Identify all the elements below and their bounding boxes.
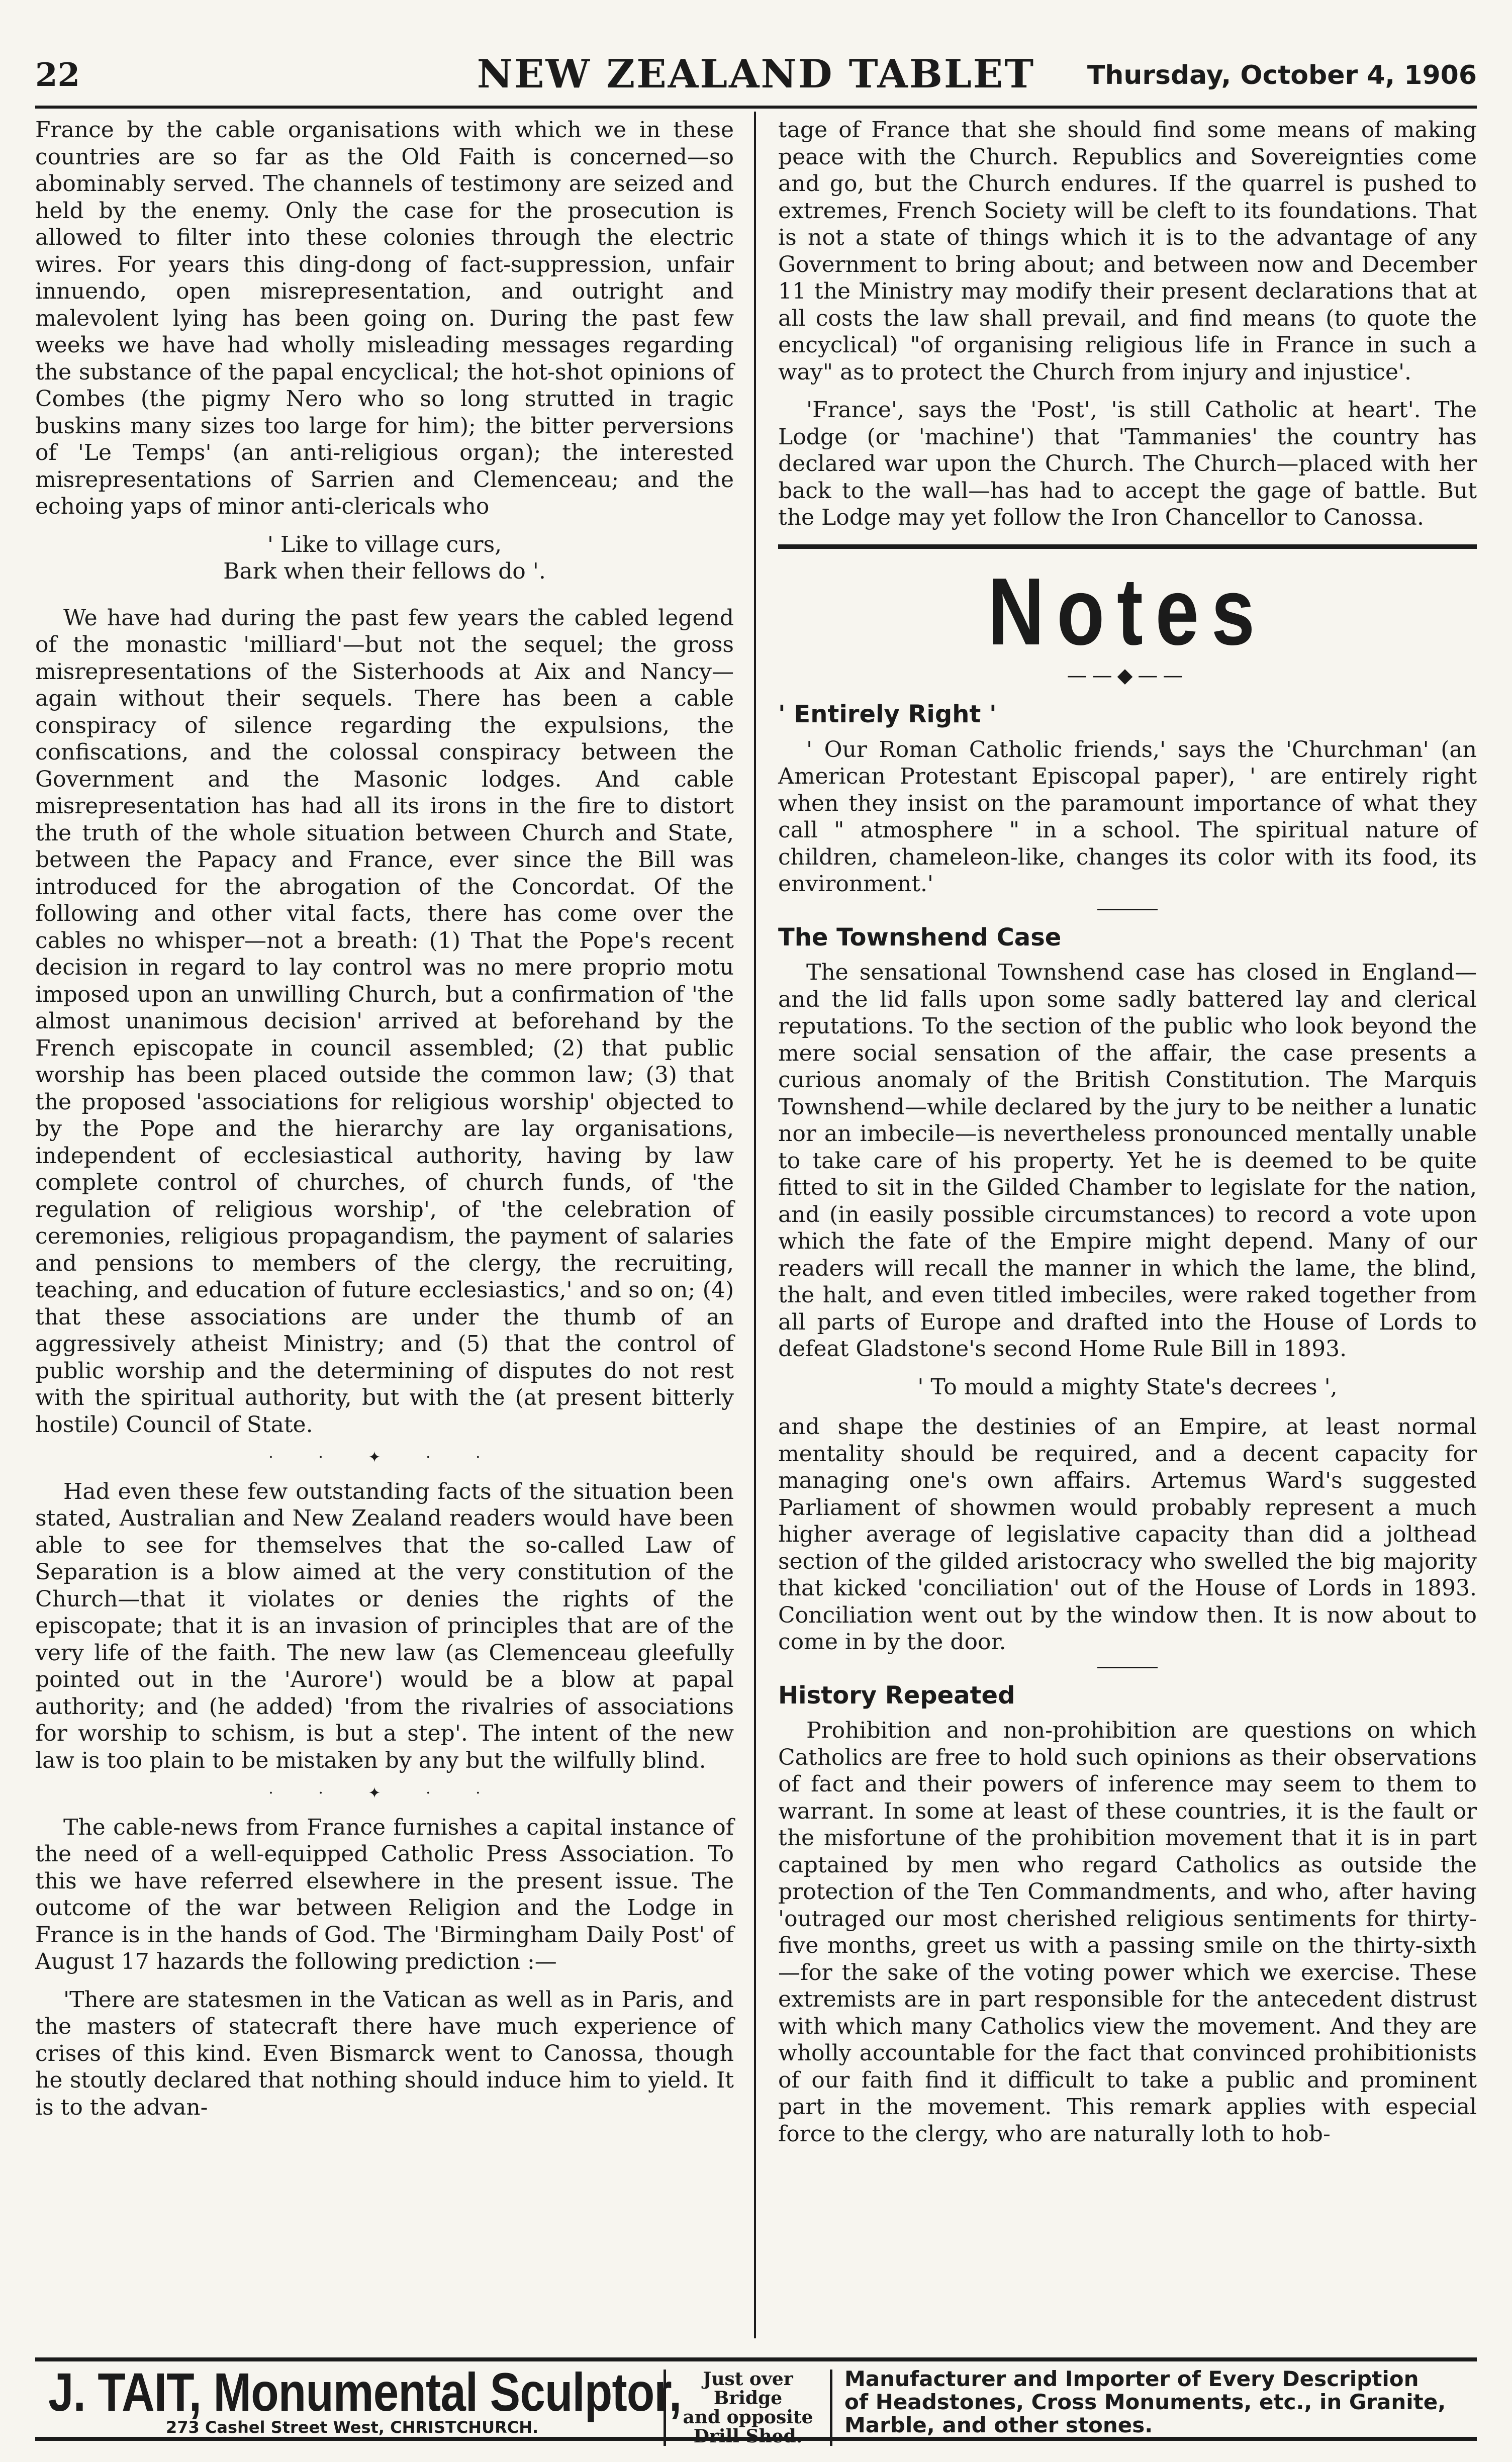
ornament-divider: ——◆—— (1067, 664, 1188, 687)
description-line: of Headstones, Cross Monuments, etc., in Granite, (844, 2390, 1446, 2414)
advertiser-address: 273 Cashel Street West, CHRISTCHURCH. (166, 2418, 539, 2437)
paragraph: We have had during the past few years the cabled legend of the monastic 'milliard'—but not the sequel; the gross misrepresentations of the Sisterhoods at Aix and Nancy—again without their sequels. There has been a cable conspiracy of silence regarding the expulsions, the confiscations, and the colossal conspiracy between the Government and the Masonic lodges. And cable misrepresentation has had all its irons in the fire to distort the truth of the whole situation between Church and State, between the Papacy and France, ever since the Bill was introduced for the abrogation of the Concordat. Of the following and other vital facts, there has come over the cables no whisper—not a breath: (1) That the Pope's recent decision in regard to lay control was no mere proprio motu imposed upon an unwilling Church, but a confirmation of 'the almost unanimous decision' arrived at beforehand by the French episcopate in council assembled; (2) that public worship has been placed outside the common law; (3) that the proposed 'associations for religious worship' objected to by the Pope and the hierarchy are lay organisations, independent of ecclesiastical authority, having by law complete control of churches, of church funds, of 'the regulation of religious worship', of 'the celebration of ceremonies, religious propagandism, the payment of salaries and pensions to members of the clergy, the recruiting, teaching, and education of future ecclesiastics,' and so on; (4) that these associations are under the thumb of an aggressively atheist Ministry; and (5) that the control of public worship and the determining of disputes do not rest with the spiritual authority, but with the (at present bitterly hostile) Council of State. (35, 605, 734, 1438)
page-number: 22 (35, 56, 80, 94)
issue-date: Thursday, October 4, 1906 (1087, 60, 1477, 90)
section-heading: The Townshend Case (778, 923, 1062, 952)
column-divider (754, 112, 756, 2338)
paragraph: 'France', says the 'Post', 'is still Catholic at heart'. The Lodge (or 'machine') that 'Tammanies' the country has declared war upon the Church. The Church—placed with her back to the wall—has had to accept the gage of battle. But the Lodge may yet follow the Iron Chancellor to Canossa. (778, 397, 1477, 530)
paragraph: 'There are statesmen in the Vatican as well as in Paris, and the masters of statecraft there have much experience of crises of this kind. Even Bismarck went to Canossa, though he stoutly declared that nothing should induce him to yield. It is to the advan- (35, 1986, 734, 2120)
paragraph: The cable-news from France furnishes a capital instance of the need of a well-equipped Catholic Press Association. To this we have referred elsewhere in the present issue. The outcome of the war between Religion and the Lodge in France is in the hands of God. The 'Birmingham Daily Post' of August 17 hazards the following prediction :— (35, 1814, 734, 1974)
verse-line: Bark when their fellows do '. (223, 558, 546, 584)
advertisement (35, 2357, 1477, 2447)
section-rule (1097, 1667, 1158, 1668)
paragraph: and shape the destinies of an Empire, at least normal mentality should be required, and a decent capacity for managing one's own affairs. Artemus Ward's suggested Parliament of showmen would probably represent a much higher average of legislative capacity than did a jolthead section of the gilded aristocracy who swelled the big majority that kicked 'conciliation' out of the House of Lords in 1893. Conciliation went out by the window then. It is now about to come in by the door. (778, 1414, 1477, 1655)
location-line: Just over Bridge (703, 2369, 793, 2409)
verse-quote (35, 531, 734, 585)
notes-heading: Notes (988, 558, 1267, 665)
page-header (35, 45, 1477, 109)
masthead-title: NEW ZEALAND TABLET (477, 51, 1035, 97)
section-rule (778, 544, 1477, 549)
paragraph: ' Our Roman Catholic friends,' says the 'Churchman' (an American Protestant Episcopal paper), ' are entirely right when they insist on the paramount importance of what they call " atmosphere " in a school. The spiritual nature of children, chameleon-like, changes its color with its food, its environment.' (778, 736, 1477, 897)
paragraph: Had even these few outstanding facts of the situation been stated, Australian and New Zealand readers would have been able to see for themselves that the so-called Law of Separation is a blow aimed at the very constitution of the Church—that it violates or denies the rights of the episcopate; that it is an invasion of principles that are of the very life of the faith. The new law (as Clemenceau gleefully pointed out in the 'Aurore') would be a blow at papal authority; and (he added) 'from the rivalries of associations for worship to schism, is but a step'. The intent of the new law is too plain to be mistaken by any but the wilfully blind. (35, 1478, 734, 1773)
section-heading: History Repeated (778, 1681, 1015, 1710)
quote-line: ' To mould a mighty State's decrees ', (917, 1374, 1338, 1400)
advertiser-name: J. TAIT, Monumental Sculptor, (48, 2361, 682, 2422)
section-separator: · · ✦ · · (268, 1784, 501, 1802)
left-column (35, 117, 734, 2132)
section-heading: ' Entirely Right ' (778, 700, 997, 728)
right-column (778, 117, 1477, 2158)
paragraph: tage of France that she should find some means of making peace with the Church. Republics and Sovereignties come and go, but the Church endures. If the quarrel is pushed to extremes, French Society will be cleft to its foundations. That is not a state of things which it is to the advantage of any Government to bring about; and between now and December 11 the Ministry may modify their present declarations that at all costs the law shall prevail, and find means (to quote the encyclical) "of organising religious life in France in such a way" as to protect the Church from injury and injustice'. (778, 117, 1477, 385)
section-separator: · · ✦ · · (268, 1449, 501, 1466)
paragraph: France by the cable organisations with which we in these countries are so far as the Old Faith is concerned—so abominably served. The channels of testimony are seized and held by the enemy. Only the case for the prosecution is allowed to filter into these colonies through the electric wires. For years this ding-dong of fact-suppression, unfair innuendo, open misrepresentation, and outright and malevolent lying has been going on. During the past few weeks we have had wholly misleading messages regarding the substance of the papal encyclical; the hot-shot opinions of Combes (the pigmy Nero who so long strutted in tragic buskins many sizes too large for him); the bitter perversions of 'Le Temps' (an anti-religious organ); the interested misrepresentations of Sarrien and Clemenceau; and the echoing yaps of minor anti-clericals who (35, 117, 734, 519)
verse-line: ' Like to village curs, (267, 531, 502, 557)
section-rule (1097, 909, 1158, 910)
advertiser-description (844, 2368, 1468, 2437)
location-line: and opposite (683, 2407, 813, 2428)
advertiser-location (664, 2370, 832, 2446)
description-line: Marble, and other stones. (844, 2413, 1153, 2437)
paragraph: Prohibition and non-prohibition are questions on which Catholics are free to hold such opinions as their observations of fact and their powers of inference may seem to them to warrant. In some at least of these countries, it is the fault or the misfortune of the prohibition movement that it is in part captained by men who regard Catholics as outside the protection of the Ten Commandments, and who, after having 'outraged our most cherished religious sentiments for thirty-five months, greet us with a passing smile on the thirty-sixth—for the sake of the voting power which we exercise. These extremists are in part responsible for the antecedent distrust with which many Catholics view the movement. And they are wholly accountable for the fact that convinced prohibitionists of our faith find it difficult to take a public and prominent part in the movement. This remark applies with especial force to the clergy, who are naturally loth to hob- (778, 1718, 1477, 2147)
location-line: Drill Shed. (693, 2426, 803, 2447)
description-line: Manufacturer and Importer of Every Description (844, 2366, 1419, 2391)
paragraph: The sensational Townshend case has closed in England—and the lid falls upon some sadly battered lay and clerical reputations. To the section of the public who look beyond the mere social sensation of the affair, the case presents a curious anomaly of the British Constitution. The Marquis Townshend—while declared by the jury to be neither a lunatic nor an imbecile—is nevertheless pronounced mentally unable to take care of his property. Yet he is deemed to be quite fitted to sit in the Gilded Chamber to legislate for the nation, and (in easily possible circumstances) to record a vote upon which the fate of the Empire might depend. Many of our readers will recall the manner in which the lame, the blind, the halt, and even titled imbeciles, were raked together from all parts of Europe and drafted into the House of Lords to defeat Gladstone's second Home Rule Bill in 1893. (778, 960, 1477, 1362)
